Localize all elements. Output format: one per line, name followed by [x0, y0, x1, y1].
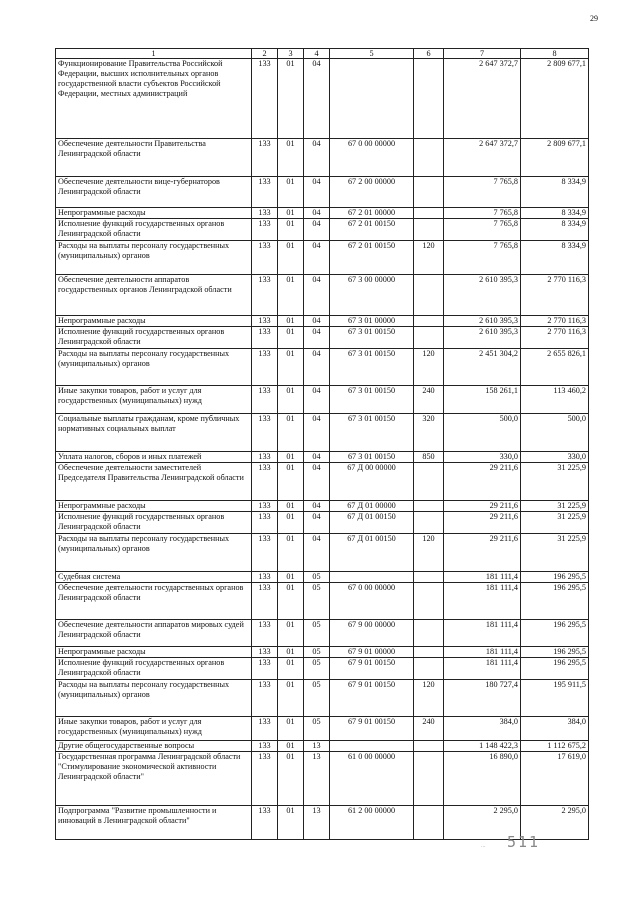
row-value-cell: 04	[304, 512, 330, 534]
row-value-cell: 61 0 00 00000	[330, 752, 414, 806]
footer-mark: ...	[481, 843, 486, 849]
row-value-cell: 01	[278, 275, 304, 316]
row-value-cell: 01	[278, 59, 304, 139]
row-value-cell: 04	[304, 386, 330, 414]
row-value-cell: 133	[252, 501, 278, 512]
row-value-cell: 2 770 116,3	[521, 327, 589, 349]
row-value-cell: 01	[278, 139, 304, 177]
row-value-cell: 67 Д 01 00150	[330, 512, 414, 534]
row-value-cell: 181 111,4	[444, 658, 521, 680]
row-value-cell: 8 334,9	[521, 241, 589, 275]
row-value-cell: 384,0	[444, 717, 521, 741]
row-value-cell: 01	[278, 572, 304, 583]
row-value-cell: 67 2 00 00000	[330, 177, 414, 208]
row-value-cell: 133	[252, 386, 278, 414]
row-value-cell: 29 211,6	[444, 463, 521, 501]
table-row	[56, 647, 589, 658]
row-value-cell: 133	[252, 275, 278, 316]
row-value-cell: 04	[304, 349, 330, 386]
row-value-cell: 04	[304, 241, 330, 275]
row-value-cell: 133	[252, 349, 278, 386]
row-value-cell: 2 655 826,1	[521, 349, 589, 386]
row-value-cell	[414, 208, 444, 219]
row-value-cell: 67 9 01 00000	[330, 647, 414, 658]
row-value-cell: 133	[252, 208, 278, 219]
table-row	[56, 583, 589, 620]
row-value-cell: 7 765,8	[444, 241, 521, 275]
row-value-cell: 01	[278, 219, 304, 241]
row-value-cell: 67 2 01 00150	[330, 219, 414, 241]
budget-table	[55, 48, 589, 840]
header-cell: 6	[414, 49, 444, 59]
row-value-cell: 67 3 00 00000	[330, 275, 414, 316]
row-value-cell	[414, 177, 444, 208]
row-value-cell: 133	[252, 241, 278, 275]
row-value-cell: 67 Д 01 00150	[330, 534, 414, 572]
row-value-cell: 67 0 00 00000	[330, 139, 414, 177]
row-value-cell: 2 647 372,7	[444, 59, 521, 139]
row-value-cell: 01	[278, 316, 304, 327]
header-cell: 7	[444, 49, 521, 59]
row-value-cell: 240	[414, 386, 444, 414]
table-row	[56, 658, 589, 680]
header-cell: 1	[56, 49, 252, 59]
row-value-cell: 61 2 00 00000	[330, 806, 414, 840]
row-name-cell: Обеспечение деятельности аппаратов мировых судей Ленинградской области	[56, 620, 252, 647]
row-value-cell	[330, 572, 414, 583]
row-value-cell: 04	[304, 139, 330, 177]
row-value-cell	[414, 572, 444, 583]
row-value-cell: 133	[252, 534, 278, 572]
row-name-cell: Непрограммные расходы	[56, 316, 252, 327]
row-name-cell: Расходы на выплаты персоналу государственных (муниципальных) органов	[56, 349, 252, 386]
row-name-cell: Непрограммные расходы	[56, 501, 252, 512]
row-name-cell: Функционирование Правительства Российской Федерации, высших исполнительных органов государственной власти субъектов Российской Федерации, местных администраций	[56, 59, 252, 139]
row-value-cell: 120	[414, 680, 444, 717]
table-row	[56, 534, 589, 572]
row-value-cell	[414, 139, 444, 177]
row-value-cell: 04	[304, 59, 330, 139]
row-value-cell: 2 295,0	[444, 806, 521, 840]
row-value-cell: 67 Д 00 00000	[330, 463, 414, 501]
row-name-cell: Другие общегосударственные вопросы	[56, 741, 252, 752]
row-value-cell: 04	[304, 219, 330, 241]
table-row	[56, 208, 589, 219]
row-value-cell: 1 112 675,2	[521, 741, 589, 752]
row-value-cell: 120	[414, 349, 444, 386]
table-row	[56, 752, 589, 806]
row-value-cell: 133	[252, 647, 278, 658]
page-stamp: 511	[507, 833, 541, 851]
row-value-cell: 7 765,8	[444, 219, 521, 241]
row-value-cell: 04	[304, 501, 330, 512]
header-cell: 5	[330, 49, 414, 59]
row-value-cell	[414, 275, 444, 316]
row-value-cell: 01	[278, 349, 304, 386]
table-row	[56, 219, 589, 241]
row-name-cell: Непрограммные расходы	[56, 208, 252, 219]
row-value-cell	[414, 512, 444, 534]
row-value-cell: 120	[414, 534, 444, 572]
row-value-cell	[414, 752, 444, 806]
row-value-cell: 500,0	[521, 414, 589, 452]
row-value-cell: 181 111,4	[444, 572, 521, 583]
table-row	[56, 512, 589, 534]
row-name-cell: Обеспечение деятельности аппаратов государственных органов Ленинградской области	[56, 275, 252, 316]
row-name-cell: Обеспечение деятельности заместителей Председателя Правительства Ленинградской области	[56, 463, 252, 501]
row-value-cell: 01	[278, 741, 304, 752]
row-value-cell: 8 334,9	[521, 177, 589, 208]
row-value-cell	[330, 59, 414, 139]
row-value-cell: 181 111,4	[444, 583, 521, 620]
row-name-cell: Подпрограмма "Развитие промышленности и инноваций в Ленинградской области"	[56, 806, 252, 840]
row-value-cell: 04	[304, 275, 330, 316]
row-value-cell: 196 295,5	[521, 658, 589, 680]
row-value-cell: 13	[304, 806, 330, 840]
row-value-cell: 2 770 116,3	[521, 316, 589, 327]
row-value-cell: 2 647 372,7	[444, 139, 521, 177]
row-value-cell: 113 460,2	[521, 386, 589, 414]
row-value-cell: 31 225,9	[521, 501, 589, 512]
row-value-cell: 2 610 395,3	[444, 327, 521, 349]
row-value-cell: 2 295,0	[521, 806, 589, 840]
header-cell: 4	[304, 49, 330, 59]
row-value-cell: 2 451 304,2	[444, 349, 521, 386]
row-value-cell: 320	[414, 414, 444, 452]
row-value-cell: 67 2 01 00000	[330, 208, 414, 219]
row-name-cell: Уплата налогов, сборов и иных платежей	[56, 452, 252, 463]
row-value-cell: 67 3 01 00150	[330, 327, 414, 349]
row-value-cell: 67 9 01 00150	[330, 680, 414, 717]
row-value-cell: 330,0	[444, 452, 521, 463]
table-row	[56, 327, 589, 349]
row-name-cell: Исполнение функций государственных органов Ленинградской области	[56, 658, 252, 680]
table-row	[56, 386, 589, 414]
row-value-cell: 133	[252, 452, 278, 463]
row-value-cell: 01	[278, 534, 304, 572]
row-value-cell: 31 225,9	[521, 463, 589, 501]
row-name-cell: Обеспечение деятельности Правительства Ленинградской области	[56, 139, 252, 177]
row-value-cell: 7 765,8	[444, 208, 521, 219]
row-value-cell: 67 9 00 00000	[330, 620, 414, 647]
row-value-cell: 850	[414, 452, 444, 463]
row-value-cell	[414, 647, 444, 658]
row-value-cell	[414, 658, 444, 680]
row-value-cell: 67 3 01 00150	[330, 386, 414, 414]
row-value-cell: 05	[304, 680, 330, 717]
table-row	[56, 177, 589, 208]
row-value-cell: 8 334,9	[521, 208, 589, 219]
row-value-cell	[330, 741, 414, 752]
row-value-cell: 01	[278, 177, 304, 208]
row-name-cell: Государственная программа Ленинградской области "Стимулирование экономической активности Ленинградской области"	[56, 752, 252, 806]
row-value-cell: 196 295,5	[521, 647, 589, 658]
row-value-cell: 133	[252, 316, 278, 327]
row-value-cell	[414, 741, 444, 752]
page-number: 29	[590, 14, 598, 23]
row-value-cell: 7 765,8	[444, 177, 521, 208]
row-value-cell: 2 610 395,3	[444, 316, 521, 327]
row-value-cell: 67 3 01 00150	[330, 414, 414, 452]
row-name-cell: Исполнение функций государственных органов Ленинградской области	[56, 512, 252, 534]
row-value-cell: 2 809 677,1	[521, 139, 589, 177]
row-name-cell: Непрограммные расходы	[56, 647, 252, 658]
row-value-cell: 17 619,0	[521, 752, 589, 806]
row-value-cell: 8 334,9	[521, 219, 589, 241]
row-value-cell	[414, 620, 444, 647]
row-value-cell: 29 211,6	[444, 534, 521, 572]
row-value-cell: 133	[252, 512, 278, 534]
row-name-cell: Исполнение функций государственных органов Ленинградской области	[56, 219, 252, 241]
row-value-cell: 04	[304, 414, 330, 452]
table-row	[56, 241, 589, 275]
row-value-cell: 04	[304, 327, 330, 349]
row-value-cell: 31 225,9	[521, 534, 589, 572]
row-value-cell: 133	[252, 680, 278, 717]
row-value-cell	[414, 219, 444, 241]
row-value-cell: 2 770 116,3	[521, 275, 589, 316]
row-value-cell: 67 3 01 00150	[330, 452, 414, 463]
row-value-cell: 67 9 01 00150	[330, 658, 414, 680]
row-value-cell: 2 809 677,1	[521, 59, 589, 139]
row-value-cell: 01	[278, 620, 304, 647]
row-value-cell: 500,0	[444, 414, 521, 452]
row-value-cell: 196 295,5	[521, 620, 589, 647]
table-row	[56, 572, 589, 583]
row-value-cell: 31 225,9	[521, 512, 589, 534]
row-value-cell: 133	[252, 463, 278, 501]
row-value-cell: 29 211,6	[444, 512, 521, 534]
row-value-cell: 195 911,5	[521, 680, 589, 717]
row-value-cell: 133	[252, 752, 278, 806]
row-value-cell: 05	[304, 620, 330, 647]
row-value-cell: 330,0	[521, 452, 589, 463]
row-value-cell: 158 261,1	[444, 386, 521, 414]
row-value-cell: 181 111,4	[444, 620, 521, 647]
table-row	[56, 501, 589, 512]
table-row	[56, 349, 589, 386]
row-value-cell: 01	[278, 208, 304, 219]
row-value-cell: 133	[252, 139, 278, 177]
table-body	[56, 59, 589, 840]
row-value-cell: 01	[278, 512, 304, 534]
row-name-cell: Иные закупки товаров, работ и услуг для государственных (муниципальных) нужд	[56, 386, 252, 414]
row-value-cell: 133	[252, 572, 278, 583]
row-value-cell: 133	[252, 177, 278, 208]
row-value-cell	[414, 806, 444, 840]
row-value-cell: 13	[304, 741, 330, 752]
row-name-cell: Иные закупки товаров, работ и услуг для государственных (муниципальных) нужд	[56, 717, 252, 741]
row-value-cell: 133	[252, 219, 278, 241]
row-value-cell: 13	[304, 752, 330, 806]
row-value-cell: 67 3 01 00000	[330, 316, 414, 327]
row-value-cell: 01	[278, 463, 304, 501]
row-value-cell: 120	[414, 241, 444, 275]
row-value-cell: 196 295,5	[521, 572, 589, 583]
row-value-cell: 67 9 01 00150	[330, 717, 414, 741]
header-cell: 2	[252, 49, 278, 59]
row-value-cell: 04	[304, 316, 330, 327]
row-value-cell: 1 148 422,3	[444, 741, 521, 752]
row-value-cell: 04	[304, 534, 330, 572]
row-value-cell: 67 3 01 00150	[330, 349, 414, 386]
row-value-cell: 133	[252, 658, 278, 680]
row-value-cell	[414, 463, 444, 501]
row-value-cell: 01	[278, 717, 304, 741]
row-name-cell: Судебная система	[56, 572, 252, 583]
row-value-cell: 01	[278, 647, 304, 658]
row-value-cell: 133	[252, 583, 278, 620]
row-value-cell: 384,0	[521, 717, 589, 741]
row-value-cell: 67 Д 01 00000	[330, 501, 414, 512]
row-name-cell: Обеспечение деятельности вице-губернаторов Ленинградской области	[56, 177, 252, 208]
row-value-cell: 04	[304, 452, 330, 463]
row-value-cell: 67 0 00 00000	[330, 583, 414, 620]
table-row	[56, 414, 589, 452]
row-value-cell: 29 211,6	[444, 501, 521, 512]
row-value-cell: 16 890,0	[444, 752, 521, 806]
row-name-cell: Расходы на выплаты персоналу государственных (муниципальных) органов	[56, 241, 252, 275]
row-value-cell: 133	[252, 327, 278, 349]
row-value-cell: 133	[252, 620, 278, 647]
row-value-cell: 05	[304, 717, 330, 741]
row-value-cell: 180 727,4	[444, 680, 521, 717]
row-value-cell: 2 610 395,3	[444, 275, 521, 316]
table-row	[56, 59, 589, 139]
row-value-cell: 04	[304, 463, 330, 501]
header-cell: 8	[521, 49, 589, 59]
row-value-cell: 240	[414, 717, 444, 741]
table-row	[56, 717, 589, 741]
table-row	[56, 463, 589, 501]
row-value-cell: 01	[278, 452, 304, 463]
row-value-cell: 67 2 01 00150	[330, 241, 414, 275]
row-name-cell: Расходы на выплаты персоналу государственных (муниципальных) органов	[56, 680, 252, 717]
table-row	[56, 620, 589, 647]
row-value-cell: 04	[304, 177, 330, 208]
row-value-cell: 01	[278, 806, 304, 840]
row-value-cell	[414, 583, 444, 620]
row-value-cell: 181 111,4	[444, 647, 521, 658]
table-row	[56, 452, 589, 463]
row-value-cell	[414, 316, 444, 327]
row-value-cell: 05	[304, 647, 330, 658]
row-value-cell: 04	[304, 208, 330, 219]
row-name-cell: Расходы на выплаты персоналу государственных (муниципальных) органов	[56, 534, 252, 572]
table-row	[56, 316, 589, 327]
table-row	[56, 275, 589, 316]
row-value-cell: 05	[304, 572, 330, 583]
row-value-cell: 01	[278, 501, 304, 512]
row-name-cell: Социальные выплаты гражданам, кроме публичных нормативных социальных выплат	[56, 414, 252, 452]
row-value-cell	[414, 327, 444, 349]
row-value-cell: 05	[304, 583, 330, 620]
row-value-cell: 01	[278, 386, 304, 414]
row-value-cell: 01	[278, 680, 304, 717]
row-value-cell: 05	[304, 658, 330, 680]
row-value-cell: 133	[252, 806, 278, 840]
row-value-cell: 133	[252, 59, 278, 139]
row-value-cell: 01	[278, 327, 304, 349]
row-value-cell: 01	[278, 583, 304, 620]
table-row	[56, 139, 589, 177]
table-row	[56, 741, 589, 752]
row-value-cell	[414, 59, 444, 139]
row-value-cell: 196 295,5	[521, 583, 589, 620]
row-value-cell: 133	[252, 741, 278, 752]
header-cell: 3	[278, 49, 304, 59]
row-value-cell: 01	[278, 752, 304, 806]
row-value-cell: 01	[278, 241, 304, 275]
row-value-cell	[414, 501, 444, 512]
row-name-cell: Обеспечение деятельности государственных органов Ленинградской области	[56, 583, 252, 620]
row-value-cell: 01	[278, 658, 304, 680]
table-row	[56, 680, 589, 717]
row-value-cell: 01	[278, 414, 304, 452]
row-value-cell: 133	[252, 717, 278, 741]
row-value-cell: 133	[252, 414, 278, 452]
row-name-cell: Исполнение функций государственных органов Ленинградской области	[56, 327, 252, 349]
table-header-row	[56, 49, 589, 59]
